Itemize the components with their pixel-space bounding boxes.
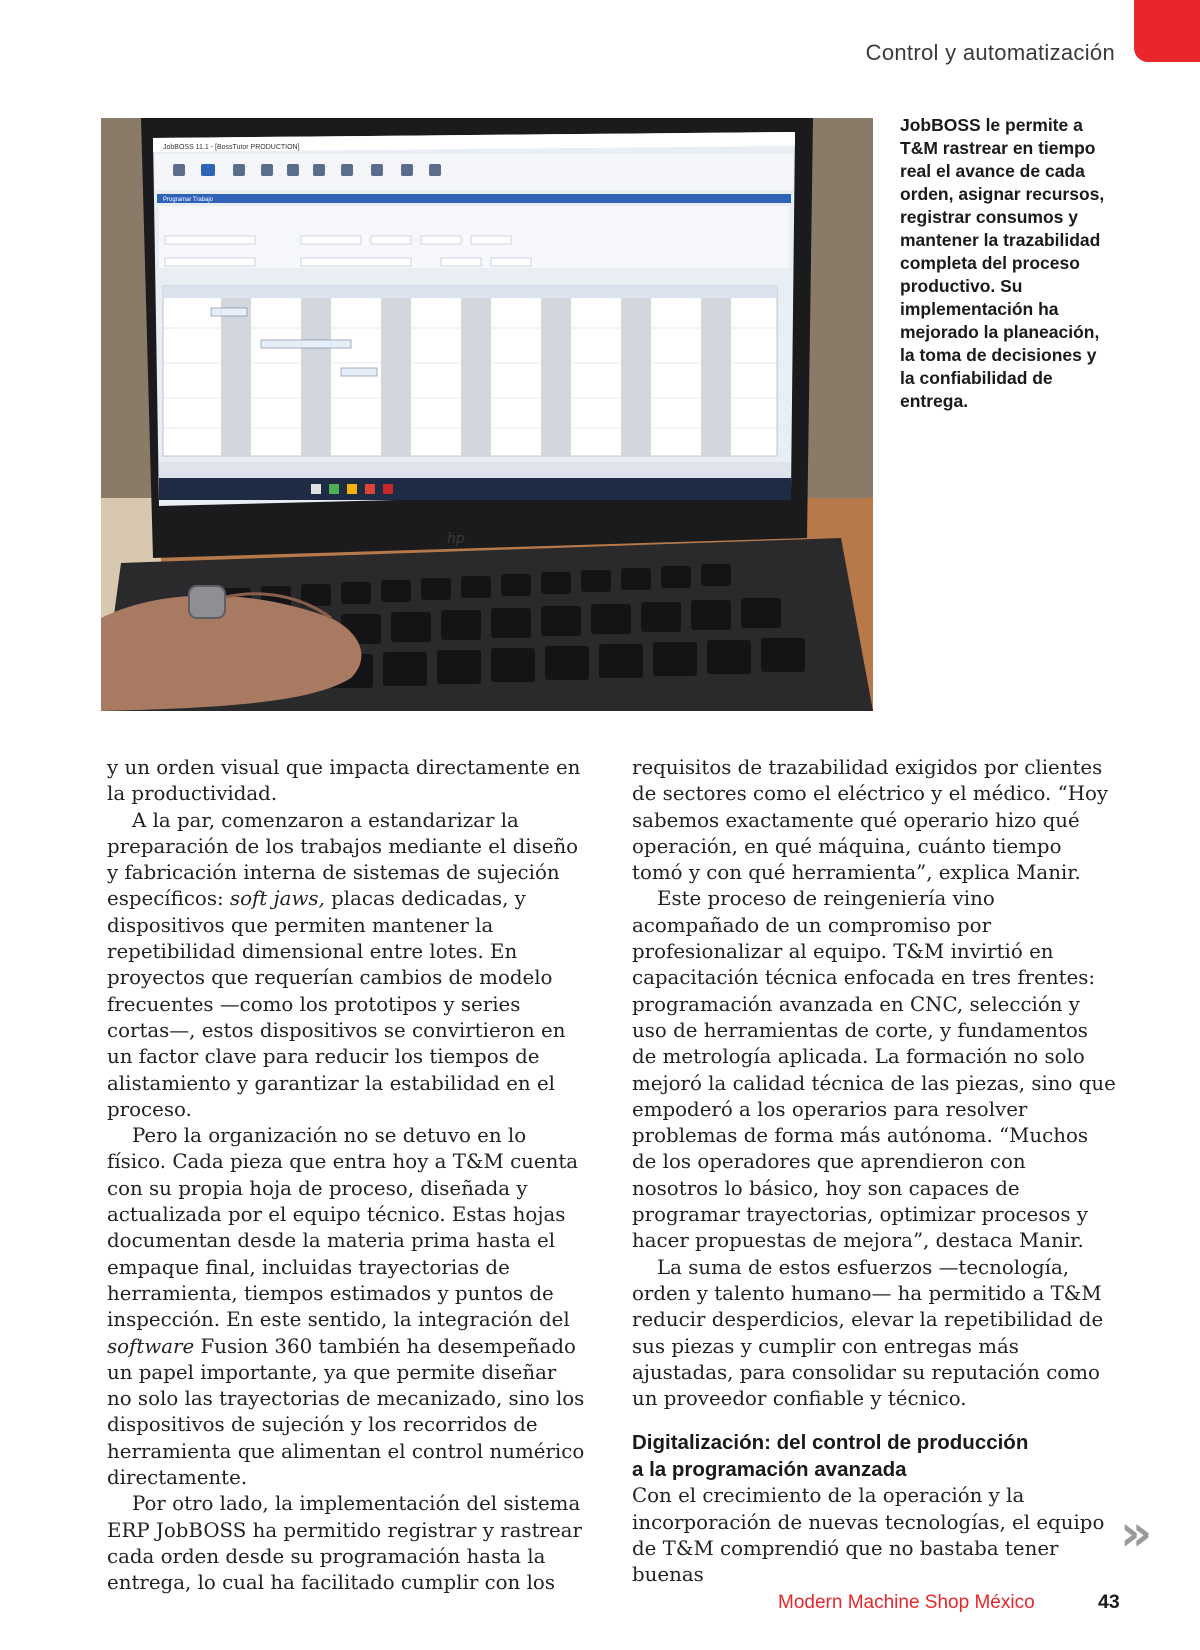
section-color-tab	[1134, 0, 1200, 62]
screen-title: JobBOSS 11.1 - [BossTutor PRODUCTION]	[163, 144, 300, 151]
laptop-photo	[101, 118, 873, 711]
paragraph: Por otro lado, la implementación del sistema ERP JobBOSS ha permitido registrar y rastrear cada orden desde su programación hasta la entrega, lo cual ha facilitado cumplir con los	[107, 1492, 582, 1595]
section-title: Control y automatización	[865, 40, 1115, 65]
continue-arrow-icon: »	[1120, 1504, 1153, 1562]
paragraph: La suma de estos esfuerzos —tecnología, orden y talento humano— ha permitido a T&M reducir desperdicios, elevar la repetibilidad de sus piezas y cumplir con entregas más ajustadas, para consolidar su reputación como un proveedor confiable y técnico.	[632, 1255, 1104, 1411]
paragraph: y un orden visual que impacta directamente en la productividad.	[107, 756, 581, 806]
paragraph: Este proceso de reingeniería vino acompañado de un compromiso por profesionalizar al equipo. T&M invirtió en capacitación técnica enfocada en tres frentes: programación avanzada en CNC, selección y uso de herramientas de corte, y fundamentos de metrología aplicada. La formación no solo mejoró la calidad técnica de las piezas, sino que empoderó a los operarios para resolver problemas de forma más autónoma. “Muchos de los operadores que aprendieron con nosotros lo básico, hoy son capaces de programar trayectorias, optimizar procesos y hacer propuestas de mejora”, destaca Manir.	[632, 887, 1116, 1253]
article-column-right	[632, 755, 1116, 1589]
page-number: 43	[1098, 1591, 1120, 1613]
section-subheading: Digitalización: del control de producción a la programación avanzada	[632, 1431, 1029, 1481]
laptop-logo: hp	[447, 531, 465, 547]
article-column-left	[107, 755, 587, 1597]
paragraph: Pero la organización no se detuvo en lo físico. Cada pieza que entra hoy a T&M cuenta con su propia hoja de proceso, diseñada y actualizada por el equipo técnico. Estas hojas documentan desde la materia prima hasta el empaque final, incluidas trayectorias de herramienta, tiempos estimados y puntos de inspección. En este sentido, la integración del software Fusion 360 también ha desempeñado un papel importante, ya que permite diseñar no solo las trayectorias de mecanizado, sino los dispositivos de sujeción y los recorridos de herramienta que alimentan el control numérico directamente.	[107, 1124, 585, 1490]
paragraph: Con el crecimiento de la operación y la incorporación de nuevas tecnologías, el equipo de T&M comprendió que no bastaba tener buenas	[632, 1484, 1105, 1587]
publication-name: Modern Machine Shop México	[778, 1592, 1035, 1613]
screen-tab-title: Programar Trabajo	[163, 197, 214, 203]
ring	[189, 586, 225, 618]
paragraph: requisitos de trazabilidad exigidos por clientes de sectores como el eléctrico y el médico. “Hoy sabemos exactamente qué operario hizo qué operación, en qué máquina, cuánto tiempo tomó y con qué herramienta”, explica Manir.	[632, 756, 1109, 885]
paragraph: A la par, comenzaron a estandarizar la preparación de los trabajos mediante el diseño y fabricación interna de sistemas de sujeción específicos: soft jaws, placas dedicadas, y dispositivos que permiten mantener la repetibilidad dimensional entre lotes. En proyectos que requerían cambios de modelo frecuentes —como los prototipos y series cortas—, estos dispositivos se convirtieron en un factor clave para reducir los tiempos de alistamiento y garantizar la estabilidad en el proceso.	[107, 808, 579, 1121]
photo-caption: JobBOSS le permite a T&M rastrear en tiempo real el avance de cada orden, asignar recursos, registrar consumos y mantener la trazabilidad completa del proceso productivo. Su implementación ha mejorado la planeación, la toma de decisiones y la confiabilidad de entrega.	[900, 115, 1105, 411]
